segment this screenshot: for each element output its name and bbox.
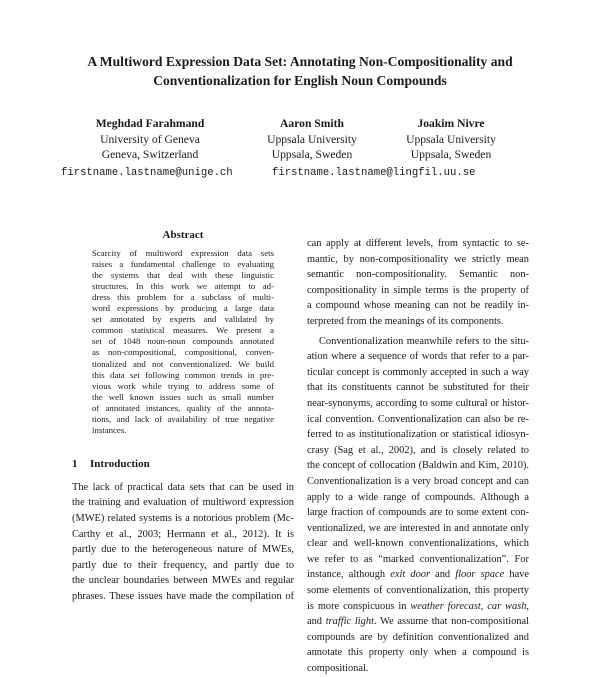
author-name: Joakim Nivre xyxy=(417,117,485,130)
introduction-paragraph xyxy=(72,480,294,605)
abstract-line: structures. In this work we attempt to ad- xyxy=(92,280,274,291)
section-heading-introduction xyxy=(72,457,294,473)
example-term: floor space xyxy=(455,569,505,581)
body-line: compounds are by definition conventionalized and xyxy=(307,631,529,643)
body-line: some elements of conventionalization, this property xyxy=(307,585,529,597)
text-run: have xyxy=(504,569,529,581)
title-line-1: A Multiword Expression Data Set: Annotating Non-Compositionality and xyxy=(87,54,513,69)
intro-line: the training and evaluation of multiword expression xyxy=(72,497,294,509)
text-run: . We assume that non-compositional xyxy=(373,616,529,628)
body-line-with-examples xyxy=(307,599,529,615)
example-term: car wash xyxy=(487,600,527,612)
text-run: , xyxy=(526,600,529,612)
body-line: annotate this property only when a compound is xyxy=(307,647,529,659)
abstract-line: raises a fundamental challenge to evaluating xyxy=(92,258,274,269)
author-location: Uppsala, Sweden xyxy=(271,148,353,161)
right-column xyxy=(307,236,529,677)
example-term: weather forecast xyxy=(410,600,481,612)
body-line: Conventionalization meanwhile refers to the situ- xyxy=(319,335,529,347)
right-paragraph-1 xyxy=(307,236,529,330)
right-paragraph-2 xyxy=(307,334,529,677)
email-uppsala: firstname.lastname@lingfil.uu.se xyxy=(272,167,476,179)
abstract-line: vious work while trying to address some of xyxy=(92,380,274,391)
author-name: Aaron Smith xyxy=(280,117,344,130)
title-line-2: Conventionalization for English Noun Compounds xyxy=(153,73,447,88)
abstract-line: as non-compositional, compositional, conven- xyxy=(92,347,274,358)
intro-line: the unclear boundaries between MWEs and regular xyxy=(72,575,294,587)
abstract-line: instances. xyxy=(92,425,127,436)
abstract-line: the systems that deal with these linguistic xyxy=(92,269,274,280)
abstract-line: dress this problem for a subclass of multi- xyxy=(92,291,274,302)
author-location: Uppsala, Sweden xyxy=(410,148,492,161)
text-run: and xyxy=(307,616,326,628)
body-line: that its constituents cannot be substituted for their xyxy=(307,382,529,394)
author-3 xyxy=(351,116,551,163)
left-column xyxy=(72,228,294,605)
intro-line: The lack of practical data sets that can be used in xyxy=(72,481,294,493)
body-line: terpreted from the meanings of its components. xyxy=(307,315,504,327)
author-name: Meghdad Farahmand xyxy=(95,117,205,130)
abstract-line: tionalized and not conventionalized. We build xyxy=(92,358,274,369)
body-line: clear and well-known conventionalizations, which xyxy=(307,538,529,550)
example-term: traffic light xyxy=(325,616,374,628)
intro-line: partly due to the heterogeneous nature of MWEs, xyxy=(72,544,294,556)
example-term: exit door xyxy=(390,569,430,581)
abstract-body xyxy=(92,248,274,437)
abstract-line: the well known issues such as small number xyxy=(92,391,274,402)
intro-line: Carthy et al., 2003; Hermann et al., 2012). It is xyxy=(72,528,294,540)
author-affiliation: Uppsala University xyxy=(267,132,357,146)
section-title: Introduction xyxy=(90,458,150,471)
abstract-line: set annotated by experts and validated by xyxy=(92,314,274,325)
text-run: and xyxy=(430,569,456,581)
abstract-line: common statistical measures. We present a xyxy=(92,325,274,336)
intro-line: partly due to their frequency, and partly due to xyxy=(72,559,294,571)
body-line: near-synonyms, according to some cultural or histor- xyxy=(307,397,529,409)
author-affiliation: University of Geneva xyxy=(100,132,200,146)
abstract-line: of annotated instances, quality of the annota- xyxy=(92,402,274,413)
body-line: Conventionalization is a very broad concept and can xyxy=(307,475,529,487)
intro-line: (MWE) related systems is a notorious problem (Mc- xyxy=(72,512,294,524)
abstract-line: tions, and lack of availability of true negative xyxy=(92,414,274,424)
body-line: ticular concept is commonly accepted in such a way xyxy=(307,366,529,378)
text-run: , xyxy=(480,600,488,612)
author-affiliation: Uppsala University xyxy=(406,132,496,146)
body-line: compositionality in simple terms is the property of xyxy=(307,284,529,296)
body-line: ferred to as institutionalization or statistical idiosyn- xyxy=(307,429,529,441)
body-line: ation where a sequence of words that refer to a par- xyxy=(307,351,529,363)
abstract-heading: Abstract xyxy=(162,229,204,241)
intro-line: phrases. These issues have made the compilation of xyxy=(72,590,294,602)
section-number: 1 xyxy=(72,458,78,471)
body-line: ventionalized, we are interested in and annotate only xyxy=(307,522,529,534)
abstract-line: Scarcity of multiword expression data sets xyxy=(92,247,274,258)
body-line: a compound whose meaning can not be readily in- xyxy=(307,300,529,312)
body-line: crasy (Sag et al., 2002), and is closely related to xyxy=(307,444,529,456)
body-line: the concept of collocation (Baldwin and Kim, 2010). xyxy=(307,460,529,472)
text-run: instance, although xyxy=(307,569,391,581)
abstract-line: this data set following common trends in pre- xyxy=(92,369,274,380)
email-unige: firstname.lastname@unige.ch xyxy=(61,167,233,179)
abstract-line: set of 1048 noun-noun compounds annotated xyxy=(92,336,274,347)
body-line-with-examples xyxy=(307,614,529,630)
paper-title xyxy=(40,52,560,90)
body-line: we refer to as “marked conventionalization”. For xyxy=(307,553,529,565)
author-location: Geneva, Switzerland xyxy=(101,148,199,161)
body-line: ical convention. Conventionalization can also be re- xyxy=(307,413,529,425)
body-line: can apply at different levels, from syntactic to se- xyxy=(307,238,529,249)
body-line: large fraction of compounds are to some extent con- xyxy=(307,507,529,519)
abstract-line: word expressions by producing a large data xyxy=(92,303,274,314)
body-line: apply to a wide range of compounds. Although a xyxy=(307,491,529,503)
body-line-with-examples xyxy=(307,567,529,583)
text-run: is more conspicuous in xyxy=(307,600,411,612)
body-line: mantic, by non-compositionality we strictly mean xyxy=(307,253,529,265)
body-line: semantic non-compositionality. Semantic non- xyxy=(307,269,529,281)
body-line: compositional. xyxy=(307,663,369,675)
